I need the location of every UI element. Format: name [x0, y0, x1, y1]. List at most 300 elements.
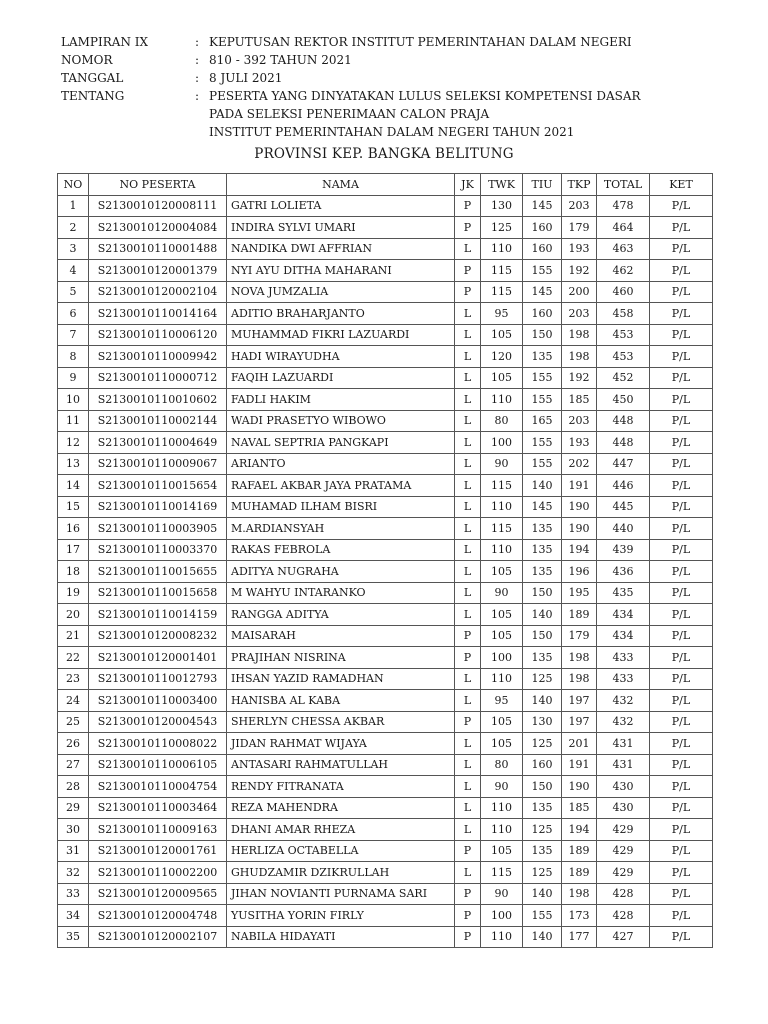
cell-total: 429	[597, 819, 650, 841]
cell-tkp: 194	[562, 539, 597, 561]
cell-tiu: 160	[523, 303, 562, 325]
cell-jk: L	[455, 582, 481, 604]
cell-ket: P/L	[650, 367, 713, 389]
cell-no-peserta: S2130010110000712	[89, 367, 227, 389]
cell-nama: IHSAN YAZID RAMADHAN	[227, 668, 455, 690]
cell-no: 7	[58, 324, 89, 346]
cell-twk: 115	[481, 475, 523, 497]
cell-ket: P/L	[650, 926, 713, 948]
cell-twk: 100	[481, 432, 523, 454]
cell-tkp: 173	[562, 905, 597, 927]
cell-tiu: 155	[523, 260, 562, 282]
col-header-no-peserta: NO PESERTA	[89, 174, 227, 196]
cell-total: 431	[597, 754, 650, 776]
table-row	[58, 260, 713, 282]
cell-total: 433	[597, 647, 650, 669]
cell-total: 432	[597, 711, 650, 733]
cell-total: 434	[597, 604, 650, 626]
cell-total: 440	[597, 518, 650, 540]
cell-tkp: 203	[562, 410, 597, 432]
cell-jk: P	[455, 281, 481, 303]
table-row	[58, 647, 713, 669]
cell-ket: P/L	[650, 539, 713, 561]
cell-total: 434	[597, 625, 650, 647]
cell-no: 11	[58, 410, 89, 432]
cell-twk: 110	[481, 668, 523, 690]
cell-tkp: 193	[562, 238, 597, 260]
cell-nama: RAFAEL AKBAR JAYA PRATAMA	[227, 475, 455, 497]
table-body	[58, 195, 713, 948]
cell-nama: INDIRA SYLVI UMARI	[227, 217, 455, 239]
cell-twk: 90	[481, 776, 523, 798]
cell-tkp: 192	[562, 367, 597, 389]
table-row	[58, 625, 713, 647]
cell-jk: L	[455, 668, 481, 690]
cell-tkp: 198	[562, 346, 597, 368]
cell-no-peserta: S2130010110009163	[89, 819, 227, 841]
nomor-label: NOMOR	[61, 53, 113, 67]
cell-total: 429	[597, 862, 650, 884]
cell-total: 428	[597, 905, 650, 927]
cell-jk: L	[455, 539, 481, 561]
cell-no-peserta: S2130010120008111	[89, 195, 227, 217]
cell-tiu: 135	[523, 647, 562, 669]
cell-nama: M WAHYU INTARANKO	[227, 582, 455, 604]
cell-jk: P	[455, 625, 481, 647]
cell-nama: JIHAN NOVIANTI PURNAMA SARI	[227, 883, 455, 905]
cell-ket: P/L	[650, 195, 713, 217]
table-row	[58, 324, 713, 346]
table-row	[58, 776, 713, 798]
cell-jk: L	[455, 389, 481, 411]
lampiran-value: KEPUTUSAN REKTOR INSTITUT PEMERINTAHAN DALAM NEGERI	[209, 35, 632, 49]
table-row	[58, 303, 713, 325]
cell-nama: HERLIZA OCTABELLA	[227, 840, 455, 862]
cell-jk: P	[455, 260, 481, 282]
col-header-tiu: TIU	[523, 174, 562, 196]
cell-total: 458	[597, 303, 650, 325]
cell-ket: P/L	[650, 668, 713, 690]
cell-nama: HANISBA AL KABA	[227, 690, 455, 712]
cell-no-peserta: S2130010120008232	[89, 625, 227, 647]
cell-twk: 105	[481, 840, 523, 862]
cell-tiu: 135	[523, 518, 562, 540]
cell-no-peserta: S2130010110015658	[89, 582, 227, 604]
cell-nama: GHUDZAMIR DZIKRULLAH	[227, 862, 455, 884]
cell-tiu: 140	[523, 883, 562, 905]
cell-jk: L	[455, 690, 481, 712]
cell-tkp: 185	[562, 797, 597, 819]
cell-nama: MAISARAH	[227, 625, 455, 647]
colon: :	[195, 89, 200, 103]
cell-tkp: 190	[562, 518, 597, 540]
cell-twk: 110	[481, 389, 523, 411]
cell-twk: 115	[481, 281, 523, 303]
cell-nama: NABILA HIDAYATI	[227, 926, 455, 948]
table-row	[58, 862, 713, 884]
cell-no: 26	[58, 733, 89, 755]
cell-ket: P/L	[650, 561, 713, 583]
cell-no: 28	[58, 776, 89, 798]
cell-jk: P	[455, 905, 481, 927]
cell-no: 32	[58, 862, 89, 884]
cell-tkp: 194	[562, 819, 597, 841]
cell-ket: P/L	[650, 410, 713, 432]
table-row	[58, 582, 713, 604]
cell-total: 432	[597, 690, 650, 712]
cell-tiu: 150	[523, 625, 562, 647]
cell-nama: RENDY FITRANATA	[227, 776, 455, 798]
cell-no-peserta: S2130010110002200	[89, 862, 227, 884]
cell-no: 3	[58, 238, 89, 260]
cell-no-peserta: S2130010120002104	[89, 281, 227, 303]
table-row	[58, 604, 713, 626]
cell-tkp: 201	[562, 733, 597, 755]
cell-twk: 105	[481, 561, 523, 583]
cell-jk: L	[455, 561, 481, 583]
cell-no: 8	[58, 346, 89, 368]
cell-twk: 90	[481, 453, 523, 475]
cell-ket: P/L	[650, 625, 713, 647]
cell-total: 446	[597, 475, 650, 497]
cell-twk: 105	[481, 733, 523, 755]
table-row	[58, 453, 713, 475]
cell-nama: FAQIH LAZUARDI	[227, 367, 455, 389]
cell-total: 427	[597, 926, 650, 948]
table-row	[58, 346, 713, 368]
cell-jk: P	[455, 926, 481, 948]
table-row	[58, 367, 713, 389]
cell-total: 436	[597, 561, 650, 583]
cell-ket: P/L	[650, 754, 713, 776]
cell-no-peserta: S2130010120004084	[89, 217, 227, 239]
cell-no: 20	[58, 604, 89, 626]
cell-total: 453	[597, 324, 650, 346]
cell-ket: P/L	[650, 604, 713, 626]
cell-no: 2	[58, 217, 89, 239]
cell-tiu: 135	[523, 561, 562, 583]
cell-tiu: 130	[523, 711, 562, 733]
cell-twk: 90	[481, 883, 523, 905]
cell-ket: P/L	[650, 797, 713, 819]
cell-twk: 105	[481, 625, 523, 647]
colon: :	[195, 53, 200, 67]
cell-jk: L	[455, 475, 481, 497]
cell-jk: L	[455, 324, 481, 346]
cell-total: 452	[597, 367, 650, 389]
cell-jk: P	[455, 840, 481, 862]
cell-tkp: 198	[562, 668, 597, 690]
cell-total: 439	[597, 539, 650, 561]
cell-tiu: 145	[523, 281, 562, 303]
cell-no: 18	[58, 561, 89, 583]
cell-jk: L	[455, 303, 481, 325]
cell-twk: 80	[481, 754, 523, 776]
cell-no-peserta: S2130010110001488	[89, 238, 227, 260]
col-header-jk: JK	[455, 174, 481, 196]
cell-jk: L	[455, 754, 481, 776]
cell-twk: 105	[481, 324, 523, 346]
cell-jk: L	[455, 238, 481, 260]
cell-no-peserta: S2130010110010602	[89, 389, 227, 411]
cell-total: 445	[597, 496, 650, 518]
table-row	[58, 195, 713, 217]
cell-twk: 100	[481, 905, 523, 927]
cell-twk: 120	[481, 346, 523, 368]
cell-tkp: 191	[562, 475, 597, 497]
table-row	[58, 926, 713, 948]
cell-jk: L	[455, 410, 481, 432]
cell-no: 17	[58, 539, 89, 561]
colon: :	[195, 35, 200, 49]
cell-ket: P/L	[650, 453, 713, 475]
cell-twk: 105	[481, 711, 523, 733]
cell-nama: RAKAS FEBROLA	[227, 539, 455, 561]
tanggal-label: TANGGAL	[61, 71, 124, 85]
cell-total: 462	[597, 260, 650, 282]
cell-total: 447	[597, 453, 650, 475]
cell-total: 428	[597, 883, 650, 905]
header-row-tentang	[61, 87, 721, 141]
tentang-label: TENTANG	[61, 89, 125, 103]
cell-tiu: 155	[523, 432, 562, 454]
cell-total: 464	[597, 217, 650, 239]
table-row	[58, 668, 713, 690]
cell-nama: NOVA JUMZALIA	[227, 281, 455, 303]
cell-tiu: 125	[523, 862, 562, 884]
table-row	[58, 819, 713, 841]
cell-tkp: 203	[562, 195, 597, 217]
cell-nama: FADLI HAKIM	[227, 389, 455, 411]
cell-twk: 105	[481, 604, 523, 626]
cell-ket: P/L	[650, 690, 713, 712]
cell-twk: 125	[481, 217, 523, 239]
col-header-ket: KET	[650, 174, 713, 196]
cell-no-peserta: S2130010110002144	[89, 410, 227, 432]
nomor-value: 810 - 392 TAHUN 2021	[209, 53, 352, 67]
cell-tiu: 140	[523, 604, 562, 626]
cell-no: 27	[58, 754, 89, 776]
cell-tiu: 145	[523, 195, 562, 217]
cell-nama: GATRI LOLIETA	[227, 195, 455, 217]
cell-ket: P/L	[650, 389, 713, 411]
cell-nama: YUSITHA YORIN FIRLY	[227, 905, 455, 927]
cell-no: 4	[58, 260, 89, 282]
cell-no: 5	[58, 281, 89, 303]
cell-tiu: 150	[523, 776, 562, 798]
province-title: PROVINSI KEP. BANGKA BELITUNG	[254, 146, 514, 162]
cell-nama: NANDIKA DWI AFFRIAN	[227, 238, 455, 260]
cell-twk: 110	[481, 819, 523, 841]
cell-ket: P/L	[650, 260, 713, 282]
cell-tiu: 155	[523, 905, 562, 927]
cell-tkp: 189	[562, 840, 597, 862]
table-row	[58, 518, 713, 540]
cell-ket: P/L	[650, 883, 713, 905]
cell-tiu: 165	[523, 410, 562, 432]
cell-total: 448	[597, 410, 650, 432]
cell-ket: P/L	[650, 862, 713, 884]
table-row	[58, 883, 713, 905]
cell-total: 435	[597, 582, 650, 604]
cell-jk: L	[455, 819, 481, 841]
cell-tiu: 155	[523, 389, 562, 411]
table-row	[58, 410, 713, 432]
cell-ket: P/L	[650, 238, 713, 260]
table-row	[58, 754, 713, 776]
cell-no-peserta: S2130010110014169	[89, 496, 227, 518]
cell-tiu: 145	[523, 496, 562, 518]
cell-jk: L	[455, 604, 481, 626]
cell-ket: P/L	[650, 733, 713, 755]
cell-no: 24	[58, 690, 89, 712]
cell-total: 478	[597, 195, 650, 217]
tentang-line: PADA SELEKSI PENERIMAAN CALON PRAJA	[209, 107, 490, 121]
cell-nama: WADI PRASETYO WIBOWO	[227, 410, 455, 432]
cell-tiu: 135	[523, 346, 562, 368]
cell-total: 463	[597, 238, 650, 260]
cell-no-peserta: S2130010110004649	[89, 432, 227, 454]
cell-no-peserta: S2130010110014159	[89, 604, 227, 626]
cell-no-peserta: S2130010110015655	[89, 561, 227, 583]
table-row	[58, 733, 713, 755]
cell-twk: 115	[481, 518, 523, 540]
cell-tkp: 196	[562, 561, 597, 583]
cell-jk: P	[455, 647, 481, 669]
cell-no-peserta: S2130010110008022	[89, 733, 227, 755]
cell-no: 15	[58, 496, 89, 518]
results-table	[57, 173, 713, 948]
cell-no-peserta: S2130010120001379	[89, 260, 227, 282]
cell-nama: ADITYA NUGRAHA	[227, 561, 455, 583]
lampiran-label: LAMPIRAN IX	[61, 35, 149, 49]
table-row	[58, 840, 713, 862]
cell-ket: P/L	[650, 840, 713, 862]
cell-no: 16	[58, 518, 89, 540]
cell-jk: L	[455, 346, 481, 368]
cell-tkp: 202	[562, 453, 597, 475]
table-row	[58, 475, 713, 497]
cell-nama: JIDAN RAHMAT WIJAYA	[227, 733, 455, 755]
cell-total: 453	[597, 346, 650, 368]
cell-tkp: 179	[562, 625, 597, 647]
cell-no-peserta: S2130010110006105	[89, 754, 227, 776]
colon: :	[195, 71, 200, 85]
cell-twk: 110	[481, 496, 523, 518]
cell-tiu: 125	[523, 668, 562, 690]
col-header-twk: TWK	[481, 174, 523, 196]
cell-jk: L	[455, 496, 481, 518]
cell-tiu: 125	[523, 819, 562, 841]
cell-tkp: 198	[562, 647, 597, 669]
cell-nama: MUHAMAD ILHAM BISRI	[227, 496, 455, 518]
cell-twk: 110	[481, 926, 523, 948]
table-row	[58, 432, 713, 454]
table-row	[58, 496, 713, 518]
cell-jk: P	[455, 195, 481, 217]
col-header-total: TOTAL	[597, 174, 650, 196]
tanggal-value: 8 JULI 2021	[209, 71, 283, 85]
cell-nama: ARIANTO	[227, 453, 455, 475]
cell-jk: L	[455, 797, 481, 819]
cell-jk: L	[455, 733, 481, 755]
cell-nama: ANTASARI RAHMATULLAH	[227, 754, 455, 776]
table-header-row	[58, 174, 713, 196]
cell-ket: P/L	[650, 303, 713, 325]
table-row	[58, 561, 713, 583]
table-row	[58, 539, 713, 561]
cell-tkp: 177	[562, 926, 597, 948]
cell-nama: M.ARDIANSYAH	[227, 518, 455, 540]
tentang-value	[209, 87, 721, 141]
cell-no: 30	[58, 819, 89, 841]
header-row-lampiran	[61, 33, 721, 51]
cell-tkp: 193	[562, 432, 597, 454]
cell-jk: P	[455, 217, 481, 239]
document-header	[61, 33, 721, 141]
cell-jk: L	[455, 518, 481, 540]
cell-no-peserta: S2130010110006120	[89, 324, 227, 346]
cell-twk: 130	[481, 195, 523, 217]
cell-tkp: 203	[562, 303, 597, 325]
cell-jk: L	[455, 367, 481, 389]
col-header-nama: NAMA	[227, 174, 455, 196]
cell-twk: 115	[481, 260, 523, 282]
cell-jk: L	[455, 432, 481, 454]
cell-ket: P/L	[650, 217, 713, 239]
cell-no: 21	[58, 625, 89, 647]
cell-tkp: 179	[562, 217, 597, 239]
cell-nama: NAVAL SEPTRIA PANGKAPI	[227, 432, 455, 454]
cell-tiu: 125	[523, 733, 562, 755]
cell-total: 450	[597, 389, 650, 411]
cell-total: 431	[597, 733, 650, 755]
table-row	[58, 711, 713, 733]
cell-tiu: 160	[523, 754, 562, 776]
cell-no-peserta: S2130010110003905	[89, 518, 227, 540]
cell-twk: 100	[481, 647, 523, 669]
table-row	[58, 797, 713, 819]
header-row-nomor	[61, 51, 721, 69]
cell-tiu: 155	[523, 453, 562, 475]
cell-no: 10	[58, 389, 89, 411]
cell-ket: P/L	[650, 496, 713, 518]
cell-jk: P	[455, 711, 481, 733]
cell-ket: P/L	[650, 475, 713, 497]
cell-twk: 115	[481, 862, 523, 884]
cell-total: 430	[597, 797, 650, 819]
cell-no-peserta: S2130010120004543	[89, 711, 227, 733]
table-row	[58, 905, 713, 927]
cell-ket: P/L	[650, 432, 713, 454]
tentang-line: PESERTA YANG DINYATAKAN LULUS SELEKSI KOMPETENSI DASAR	[209, 89, 641, 103]
cell-no: 35	[58, 926, 89, 948]
header-row-tanggal	[61, 69, 721, 87]
cell-tiu: 135	[523, 539, 562, 561]
cell-no-peserta: S2130010120001761	[89, 840, 227, 862]
cell-twk: 95	[481, 303, 523, 325]
cell-no-peserta: S2130010120004748	[89, 905, 227, 927]
cell-tkp: 190	[562, 496, 597, 518]
cell-no: 31	[58, 840, 89, 862]
cell-no-peserta: S2130010110014164	[89, 303, 227, 325]
cell-ket: P/L	[650, 346, 713, 368]
cell-nama: NYI AYU DITHA MAHARANI	[227, 260, 455, 282]
cell-nama: PRAJIHAN NISRINA	[227, 647, 455, 669]
cell-twk: 110	[481, 797, 523, 819]
cell-total: 448	[597, 432, 650, 454]
cell-tkp: 197	[562, 711, 597, 733]
